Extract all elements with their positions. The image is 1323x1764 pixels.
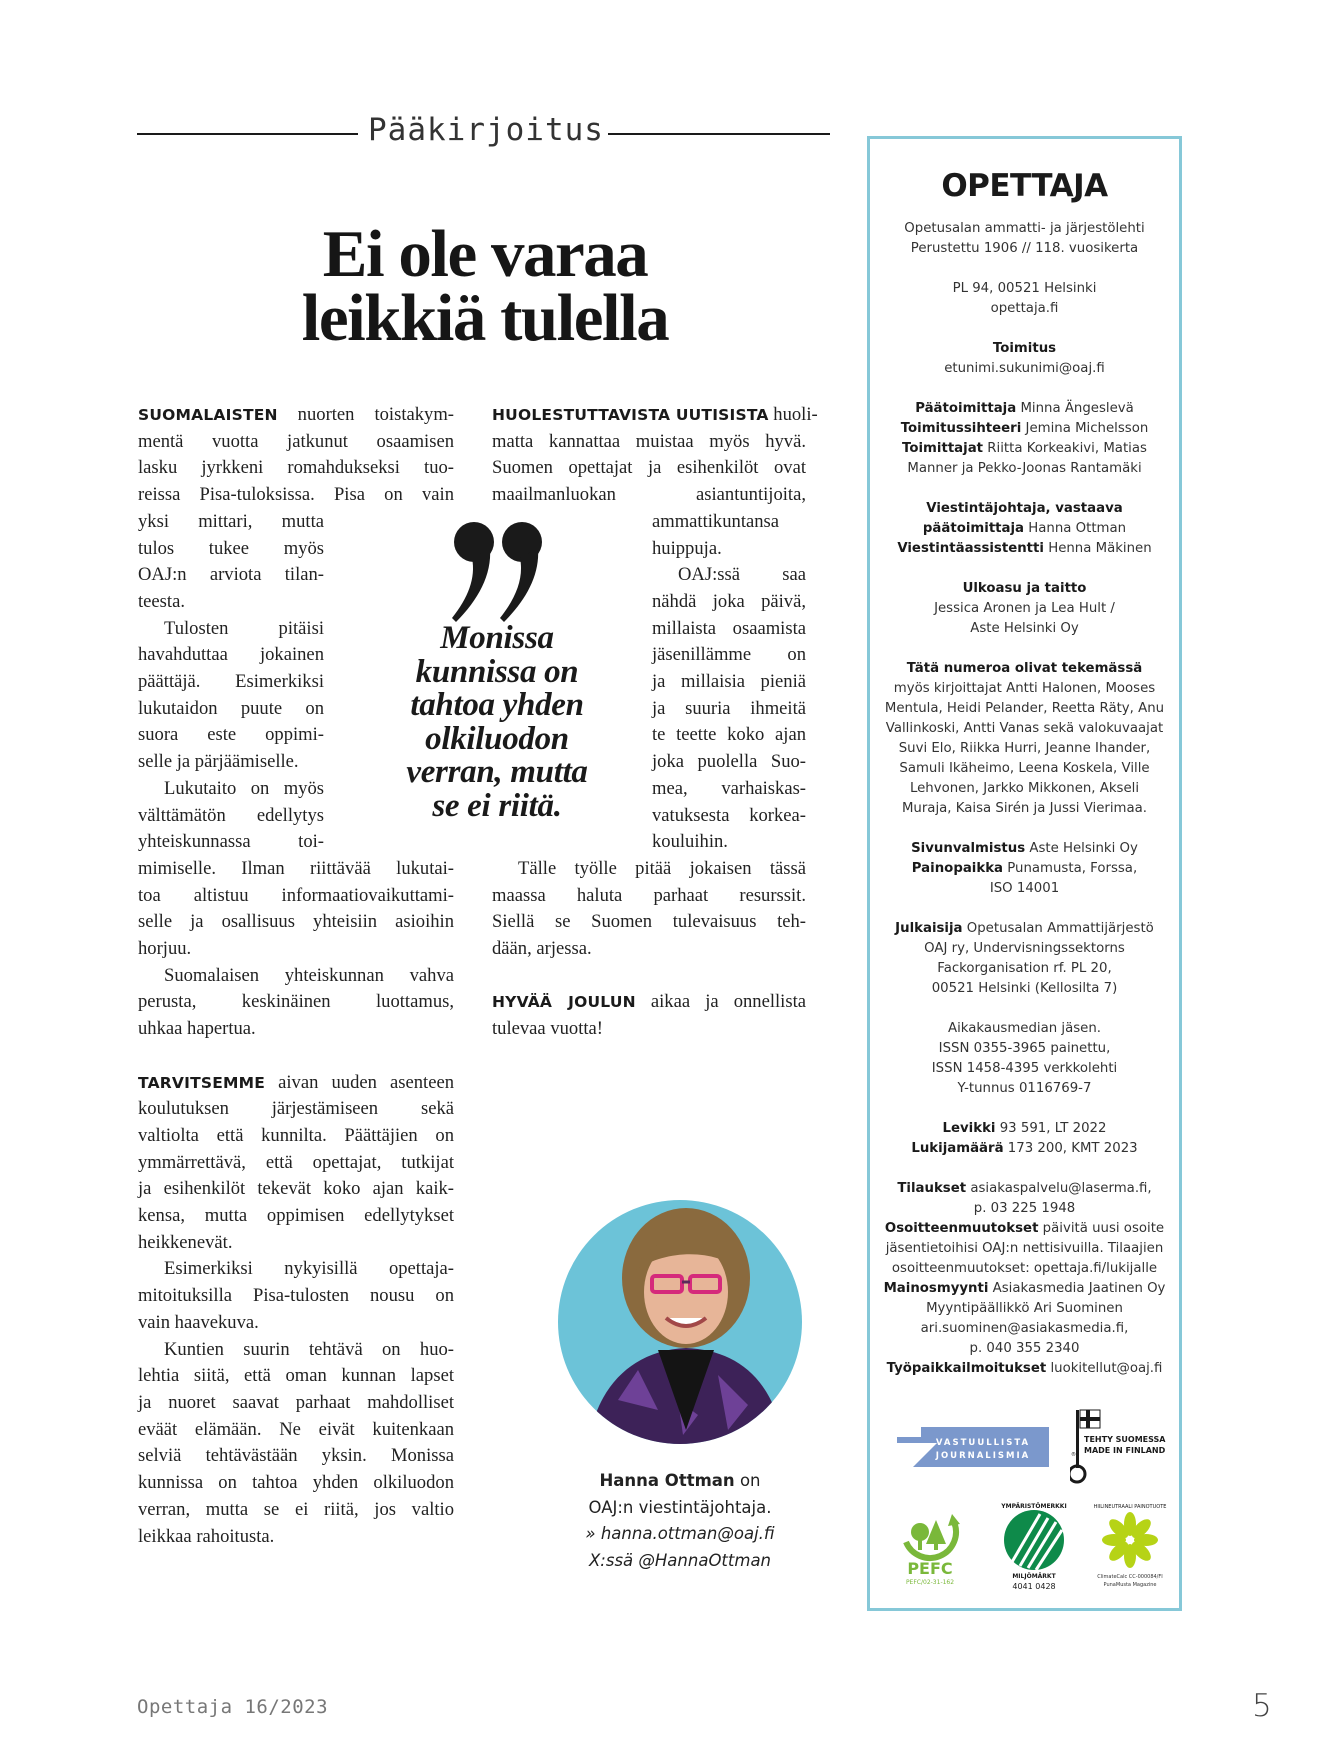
line-text: lehtia siitä, että oman kunnan lapset — [138, 1365, 454, 1387]
line-text: maassa haluta parhaat resurssit. — [492, 884, 806, 906]
line-text: Siellä se Suomen tulevaisuus teh- — [492, 911, 806, 933]
line-text: perusta, keskinäinen luottamus, — [138, 991, 454, 1013]
climate-arc-text: HIILINEUTRAALI PAINOTUOTE — [1093, 1504, 1167, 1510]
line-text: yksi mittari, mutta — [138, 510, 324, 532]
text-line — [138, 1524, 454, 1551]
julkaisija-value-3: Fackorganisation rf. PL 20, — [937, 961, 1112, 976]
text-line — [652, 696, 806, 723]
text-line — [138, 1337, 454, 1364]
line-text: yhteiskunnassa toi- — [138, 831, 324, 853]
toimitussihteeri-value: Jemina Michelsson — [1025, 421, 1149, 436]
toimittajat-value-1: Riitta Korkeakivi, Matias — [987, 441, 1147, 456]
text-line — [138, 616, 324, 643]
issn-line: ISSN 0355-3965 painettu, — [938, 1041, 1111, 1056]
text-line — [138, 989, 454, 1016]
paragraph-6 — [138, 1256, 454, 1336]
line-text: horjuu. — [138, 938, 192, 960]
text-line — [138, 909, 454, 936]
text-line — [138, 562, 324, 589]
text-line — [492, 936, 806, 963]
line-text: kouluihin. — [652, 831, 728, 853]
levikki-label: Levikki — [942, 1121, 996, 1136]
author-social[interactable]: X:ssä @HannaOttman — [588, 1550, 772, 1570]
lukijamaara-label: Lukijamäärä — [911, 1141, 1004, 1156]
toimittajat-value-2: Manner ja Pekko-Joonas Rantamäki — [907, 461, 1142, 476]
climate-line-2: PunaMusta Magazine — [1103, 1582, 1157, 1588]
line-text: joka puolella Suo- — [652, 751, 806, 773]
issn-line: ISSN 1458-4395 verkkolehti — [931, 1061, 1118, 1076]
text-line — [138, 776, 324, 803]
line-text: havahduttaa jokainen — [138, 644, 324, 666]
vastuullista-journalismia-logo — [893, 1423, 1053, 1467]
pefc-logo — [896, 1506, 968, 1586]
text-line — [138, 455, 454, 482]
text-line — [492, 429, 806, 456]
text-line — [138, 1390, 454, 1417]
text-line — [138, 936, 454, 963]
text-line — [138, 1176, 454, 1203]
line-text: Tulosten pitäisi — [164, 617, 324, 639]
line-text: kunnissa on tahtoa yhden olkiluodon — [138, 1472, 454, 1494]
lead-in: HYVÄÄ JOULUN — [492, 993, 636, 1012]
text-line — [138, 1283, 454, 1310]
julkaisija-value-2: OAJ ry, Undervisningssektorns — [924, 941, 1125, 956]
pull-quote-line: Monissa — [440, 620, 554, 656]
ulkoasu-value-1: Jessica Aronen ja Lea Hult / — [934, 601, 1115, 616]
text-line — [492, 909, 806, 936]
text-line — [138, 536, 324, 563]
tekijat-line: Mentula, Heidi Pelander, Reetta Räty, Anu — [884, 701, 1165, 716]
tilaukset-label: Tilaukset — [897, 1181, 967, 1196]
tyopaikka-label: Työpaikkailmoitukset — [886, 1361, 1047, 1376]
viestinta-value: Hanna Ottman — [1028, 521, 1127, 536]
line-text: ymmärrettävä, että opettajat, tutkijat — [138, 1151, 454, 1173]
paragraph-4 — [492, 989, 806, 1042]
tilaukset-phone: p. 03 225 1948 — [973, 1201, 1076, 1216]
line-text: vain haavekuva. — [138, 1311, 259, 1333]
text-line — [138, 1123, 454, 1150]
text-line — [138, 722, 324, 749]
paragraph-3 — [138, 856, 454, 963]
tekijat-label: Tätä numeroa olivat tekemässä — [906, 661, 1143, 676]
text-line — [652, 722, 806, 749]
line-text: ja suuria ihmeitä — [652, 697, 806, 719]
sivunvalmistus-value: Aste Helsinki Oy — [1029, 841, 1138, 856]
tekijat-line: myös kirjoittajat Antti Halonen, Mooses — [893, 681, 1156, 696]
text-line — [492, 883, 806, 910]
text-line — [138, 696, 324, 723]
text-line — [492, 856, 806, 883]
line-text: selle ja osallisuus yhteisiin asioihin — [138, 911, 454, 933]
painopaikka-value-2: ISO 14001 — [989, 881, 1060, 896]
author-photo — [558, 1200, 802, 1444]
text-line — [138, 803, 324, 830]
tekijat-line: Lehvonen, Jarkko Mikkonen, Akseli — [909, 781, 1140, 796]
line-text: lasku jyrkkeni romahdukseksi tuo- — [138, 457, 454, 479]
paatoimittaja-value: Minna Ängeslevä — [1020, 401, 1134, 416]
tilaukset-email[interactable]: asiakaspalvelu@laserma.fi, — [970, 1181, 1152, 1196]
line-text: OAJ:n arviota tilan- — [138, 564, 324, 586]
pefc-code: PEFC/02-31-162 — [905, 1579, 955, 1586]
line-text: leikkaa rahoitusta. — [138, 1525, 275, 1547]
swan-top-text: YMPÄRISTÖMERKKI — [1001, 1503, 1067, 1510]
headline — [140, 217, 830, 355]
issn-line: Y-tunnus 0116769-7 — [957, 1081, 1092, 1096]
line-text: mimiselle. Ilman riittävää lukutai- — [138, 857, 454, 879]
viestinta-label-1: Viestintäjohtaja, vastaava — [926, 501, 1123, 516]
text-line — [138, 1470, 454, 1497]
line-text: ammattikuntansa — [652, 510, 780, 532]
text-line — [138, 1443, 454, 1470]
paragraph-3 — [492, 856, 806, 963]
author-email[interactable]: » hanna.ottman@oaj.fi — [585, 1524, 775, 1543]
author-bio — [540, 1468, 820, 1574]
text-line — [138, 482, 454, 509]
pull-quote-line: tahtoa yhden — [410, 687, 584, 724]
line-text: lukutaidon puute on — [138, 697, 324, 719]
osoite-value-2: jäsentietoihisi OAJ:n nettisivuilla. Tilaajien — [885, 1241, 1164, 1256]
line-text: matta kannattaa muistaa myös hyvä. — [492, 430, 806, 452]
masthead-website[interactable]: opettaja.fi — [990, 301, 1059, 316]
text-line — [138, 883, 454, 910]
osoite-value-3: osoitteenmuutokset: opettaja.fi/lukijalle — [891, 1261, 1158, 1276]
text-line — [138, 1096, 454, 1123]
tekijat-line: Vallinkoski, Antti Vanas sekä valokuvaajat — [885, 721, 1164, 736]
text-line — [138, 402, 454, 429]
text-line — [138, 1310, 454, 1337]
line-text: tulos tukee myös — [138, 537, 324, 559]
page-number: 5 — [1252, 1688, 1272, 1724]
line-text: huippuja. — [652, 537, 722, 559]
text-line — [652, 562, 806, 589]
text-line — [492, 455, 806, 482]
julkaisija-label: Julkaisija — [895, 921, 963, 936]
line-text: Tälle työlle pitää jokaisen tässä — [518, 857, 806, 879]
osoite-label: Osoitteenmuutokset — [884, 1221, 1039, 1236]
text-line — [138, 829, 324, 856]
line-text: koulutuksen järjestämiseen sekä — [138, 1098, 454, 1120]
paragraph-2 — [138, 616, 324, 776]
text-line — [652, 776, 806, 803]
line-text: Kuntien suurin tehtävä on huo- — [164, 1338, 454, 1360]
masthead-content — [877, 165, 1172, 1399]
tekijat-line: Suvi Elo, Riikka Hurri, Jeanne Ihander, — [898, 741, 1151, 756]
article-column-1 — [138, 402, 454, 1550]
line-text: mentä vuotta jatkunut osaamisen — [138, 430, 454, 452]
section-rule-right — [608, 133, 830, 135]
paragraph-1-wrapped — [652, 509, 806, 562]
tekijat-line: Muraja, Kaisa Sirén ja Jussi Vierimaa. — [901, 801, 1148, 816]
text-line — [138, 1417, 454, 1444]
ulkoasu-label: Ulkoasu ja taitto — [962, 581, 1087, 596]
line-text: uhkaa hapertua. — [138, 1018, 256, 1040]
line-text: Suomen opettajat ja esihenkilöt ovat — [492, 457, 806, 479]
line-text: huoli- — [773, 404, 818, 425]
text-line — [138, 1016, 454, 1043]
headline-line-2: leikkiä tulella — [301, 281, 669, 355]
author-role: OAJ:n viestintäjohtaja. — [588, 1497, 772, 1517]
julkaisija-value-4: 00521 Helsinki (Kellosilta 7) — [931, 981, 1118, 996]
headline-line-1: Ei ole varaa — [322, 217, 648, 291]
line-text: Suomalaisen yhteiskunnan vahva — [164, 964, 454, 986]
text-line — [652, 669, 806, 696]
pull-quote-line: se ei riitä. — [432, 787, 562, 824]
text-line — [652, 749, 806, 776]
carbon-neutral-logo — [1088, 1500, 1172, 1592]
toimitussihteeri-label: Toimitussihteeri — [900, 421, 1022, 436]
tehty-suomessa-logo — [1070, 1408, 1190, 1486]
line-text: OAJ:ssä saa — [678, 564, 806, 586]
text-line — [652, 803, 806, 830]
issue-label: Opettaja 16/2023 — [137, 1696, 329, 1718]
painopaikka-label: Painopaikka — [911, 861, 1004, 876]
text-line — [138, 749, 324, 776]
line-text: nuorten toistakym- — [297, 404, 454, 425]
mainos-label: Mainosmyynti — [883, 1281, 989, 1296]
paatoimittaja-label: Päätoimittaja — [915, 401, 1017, 416]
mainos-email[interactable]: ari.suominen@asiakasmedia.fi, — [920, 1321, 1129, 1336]
author-name: Hanna Ottman — [599, 1471, 735, 1490]
line-text: selle ja pärjäämiselle. — [138, 751, 299, 773]
masthead-tagline: Opetusalan ammatti- ja järjestölehti — [904, 221, 1145, 236]
paragraph-4 — [138, 963, 454, 1043]
levikki-value: 93 591, LT 2022 — [999, 1121, 1107, 1136]
author-name-suffix: on — [739, 1471, 761, 1490]
text-line — [492, 989, 806, 1016]
line-text: mitoituksilla Pisa-tulosten nousu on — [138, 1285, 454, 1307]
text-line — [138, 963, 454, 990]
text-line — [652, 616, 806, 643]
swan-code: 4041 0428 — [1012, 1582, 1056, 1591]
line-text: aikaa ja onnellista — [650, 991, 807, 1013]
masthead-address: PL 94, 00521 Helsinki — [952, 281, 1097, 296]
text-line — [652, 509, 806, 536]
line-text: Esimerkiksi nykyisillä opettaja- — [164, 1258, 454, 1280]
line-text: ja millaisia pieniä — [652, 671, 806, 693]
text-line — [138, 642, 324, 669]
pull-quote — [376, 622, 618, 824]
line-text: suora este oppimi- — [138, 724, 324, 746]
line-text: dään, arjessa. — [492, 938, 592, 960]
text-line — [138, 589, 324, 616]
pefc-text: PEFC — [907, 1559, 953, 1578]
masthead-brand: OPETTAJA — [941, 168, 1108, 204]
toimittajat-label: Toimittajat — [902, 441, 984, 456]
line-text: jäsenillämme on — [652, 644, 806, 666]
assistentti-label: Viestintäassistentti — [897, 541, 1044, 556]
text-line — [138, 1070, 454, 1097]
line-text: vatuksesta korkea- — [652, 804, 806, 826]
toimitus-label: Toimitus — [992, 341, 1057, 356]
lead-in: HUOLESTUTTAVISTA UUTISISTA — [492, 406, 769, 424]
text-line — [652, 589, 806, 616]
paragraph-5 — [138, 1070, 454, 1257]
nordic-swan-logo — [992, 1500, 1076, 1592]
line-text: millaista osaamista — [652, 617, 806, 639]
lead-in: SUOMALAISTEN — [138, 406, 278, 424]
pull-quote-line: olkiluodon — [425, 720, 569, 757]
tehty-line-2: MADE IN FINLAND — [1084, 1446, 1166, 1455]
text-line — [138, 669, 324, 696]
vastuullista-line-1: VASTUULLISTA — [935, 1438, 1031, 1448]
line-text: selviä tehtävästään yksin. Monissa — [138, 1445, 454, 1467]
text-line — [492, 1016, 806, 1043]
paragraph-1 — [138, 402, 454, 509]
line-text: nähdä joka päivä, — [652, 590, 806, 612]
toimitus-email[interactable]: etunimi.sukunimi@oaj.fi — [944, 361, 1105, 376]
painopaikka-value-1: Punamusta, Forssa, — [1007, 861, 1138, 876]
text-line — [138, 1150, 454, 1177]
line-text: ja nuoret saavat parhaat mahdolliset — [138, 1392, 454, 1413]
svg-text:®: ® — [1071, 1452, 1076, 1458]
text-line — [138, 1230, 454, 1257]
lead-in: TARVITSEMME — [138, 1073, 266, 1092]
lukijamaara-value: 173 200, KMT 2023 — [1007, 1141, 1138, 1156]
masthead-founded: Perustettu 1906 // 118. vuosikerta — [910, 241, 1139, 256]
line-text: kensa, mutta oppimisen edellytykset — [138, 1205, 454, 1227]
line-text: mea, varhaiskas- — [652, 777, 806, 799]
text-line — [138, 1256, 454, 1283]
quote-mark-icon — [446, 520, 546, 630]
assistentti-value: Henna Mäkinen — [1048, 541, 1152, 556]
text-line — [492, 402, 818, 429]
julkaisija-value-1: Opetusalan Ammattijärjestö — [966, 921, 1154, 936]
line-text: toa altistuu informaatiovaikuttami- — [138, 884, 454, 906]
line-text: ja esihenkilöt tekevät koko ajan kaik- — [138, 1178, 454, 1200]
paragraph-2 — [652, 562, 806, 856]
line-text: valtiolta että kunnilta. Päättäjien on — [138, 1124, 454, 1146]
line-text: Lukutaito on myös — [164, 777, 324, 799]
text-line — [492, 482, 806, 509]
paragraph-3-wrapped — [138, 776, 324, 856]
climate-line-1: ClimateCalc CC-000084/FI — [1097, 1574, 1163, 1580]
pull-quote-line: kunnissa on — [415, 653, 579, 690]
text-line — [138, 509, 324, 536]
vastuullista-line-2: JOURNALISMIA — [935, 1451, 1031, 1461]
paragraph-7 — [138, 1337, 454, 1551]
text-line — [138, 856, 454, 883]
mainos-value-2: Myyntipäällikkö Ari Suominen — [926, 1301, 1123, 1316]
line-text: maailmanluokan asiantuntijoita, — [492, 484, 806, 506]
line-text: verran, mutta se ei riitä, jos valtio — [138, 1498, 454, 1520]
swan-bottom-text: MILJÖMÄRKT — [1012, 1573, 1056, 1580]
line-text: teesta. — [138, 590, 185, 612]
line-text: tulevaa vuotta! — [492, 1018, 603, 1040]
line-text: te teette koko ajan — [652, 724, 806, 746]
text-line — [138, 1363, 454, 1390]
section-title: Pääkirjoitus — [368, 112, 604, 148]
text-line — [652, 642, 806, 669]
line-text: heikkenevät. — [138, 1231, 233, 1253]
sivunvalmistus-label: Sivunvalmistus — [911, 841, 1026, 856]
line-text: reissa Pisa-tuloksissa. Pisa on vain — [138, 484, 454, 506]
tekijat-line: Samuli Ikäheimo, Leena Koskela, Ville — [899, 761, 1150, 776]
paragraph-1-wrapped — [138, 509, 324, 616]
text-line — [138, 429, 454, 456]
text-line — [652, 536, 806, 563]
paragraph-1 — [492, 402, 818, 509]
mainos-value-1: Asiakasmedia Jaatinen Oy — [992, 1281, 1166, 1296]
issn-line: Aikakausmedian jäsen. — [947, 1021, 1102, 1036]
tyopaikka-email[interactable]: luokitellut@oaj.fi — [1050, 1361, 1163, 1376]
line-text: päättäjä. Esimerkiksi — [138, 671, 324, 693]
text-line — [138, 1203, 454, 1230]
line-text: välttämätön edellytys — [138, 804, 324, 826]
line-text: eväät elämään. Ne eivät kuitenkaan — [138, 1418, 454, 1440]
pull-quote-line: verran, mutta — [406, 754, 588, 791]
osoite-value-1: päivitä uusi osoite — [1042, 1221, 1165, 1236]
text-line — [138, 1497, 454, 1524]
text-line — [652, 829, 806, 856]
author-portrait — [558, 1200, 802, 1444]
section-rule-left — [137, 133, 358, 135]
ulkoasu-value-2: Aste Helsinki Oy — [970, 621, 1079, 636]
tehty-line-1: TEHTY SUOMESSA — [1084, 1435, 1166, 1444]
mainos-phone: p. 040 355 2340 — [969, 1341, 1080, 1356]
line-text: aivan uuden asenteen — [278, 1071, 454, 1093]
viestinta-label-2: päätoimittaja — [922, 521, 1025, 536]
